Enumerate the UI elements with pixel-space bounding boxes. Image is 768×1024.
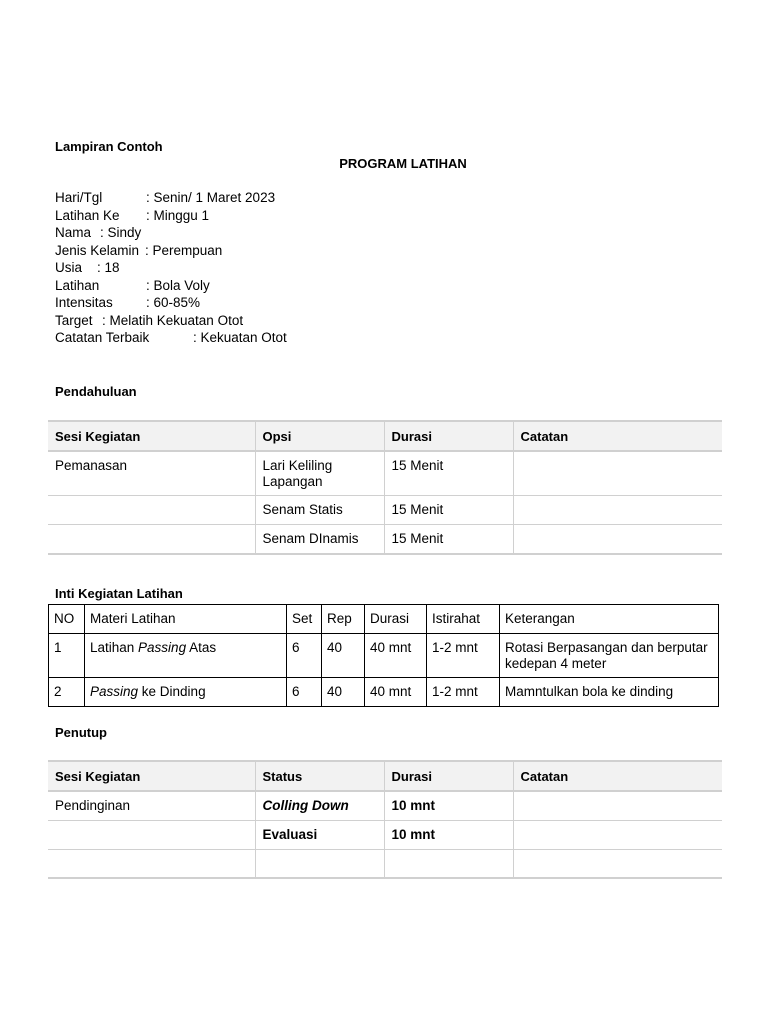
- table-cell: 40: [322, 678, 365, 707]
- table-cell: [513, 525, 722, 554]
- info-best-record: Catatan Terbaik : Kekuatan Otot: [55, 330, 287, 345]
- table-cell: [48, 849, 255, 878]
- info-date: Hari/Tgl : Senin/ 1 Maret 2023: [55, 190, 276, 205]
- column-header: Durasi: [365, 605, 427, 634]
- table-cell: [48, 820, 255, 849]
- table-cell: 40: [322, 634, 365, 678]
- table-row: [49, 678, 719, 707]
- table-cell: 40 mnt: [365, 678, 427, 707]
- info-intensity: Intensitas : 60-85%: [55, 295, 201, 310]
- table-cell: Colling Down: [255, 791, 384, 820]
- table-cell: 10 mnt: [384, 791, 513, 820]
- table-header-row: [48, 421, 722, 451]
- table-cell: [384, 849, 513, 878]
- info-training: Latihan : Bola Voly: [55, 278, 210, 293]
- table-cell: 10 mnt: [384, 820, 513, 849]
- section-title-penutup: Penutup: [55, 725, 107, 740]
- column-header: NO: [49, 605, 85, 634]
- attachment-label: Lampiran Contoh: [55, 139, 163, 154]
- table-row: [48, 451, 722, 496]
- document-title: PROGRAM LATIHAN: [339, 156, 467, 171]
- column-header: Durasi: [384, 761, 513, 791]
- table-cell: Passing ke Dinding: [85, 678, 287, 707]
- table-cell: 6: [287, 678, 322, 707]
- info-name: Nama : Sindy: [55, 225, 142, 240]
- column-header: Catatan: [513, 421, 722, 451]
- table-cell: Lari Keliling Lapangan: [255, 451, 384, 496]
- column-header: Opsi: [255, 421, 384, 451]
- table-cell: Pemanasan: [48, 451, 255, 496]
- table-cell: Pendinginan: [48, 791, 255, 820]
- info-age: Usia : 18: [55, 260, 120, 275]
- table-cell: Senam DInamis: [255, 525, 384, 554]
- table-row: [49, 634, 719, 678]
- table-row: [48, 820, 722, 849]
- table-cell: 15 Menit: [384, 525, 513, 554]
- table-row: [48, 791, 722, 820]
- inti-table: [48, 604, 719, 707]
- table-cell: [513, 496, 722, 525]
- table-row: [48, 849, 722, 878]
- column-header: Sesi Kegiatan: [48, 761, 255, 791]
- table-cell: 15 Menit: [384, 451, 513, 496]
- table-cell: [255, 849, 384, 878]
- column-header: Catatan: [513, 761, 722, 791]
- table-cell: [513, 820, 722, 849]
- table-cell: 6: [287, 634, 322, 678]
- table-cell: [513, 849, 722, 878]
- column-header: Materi Latihan: [85, 605, 287, 634]
- table-header-row: [48, 761, 722, 791]
- table-row: [48, 496, 722, 525]
- table-cell: [513, 791, 722, 820]
- table-cell: 2: [49, 678, 85, 707]
- column-header: Keterangan: [500, 605, 719, 634]
- table-cell: 1-2 mnt: [427, 634, 500, 678]
- penutup-table: [48, 760, 722, 879]
- table-cell: 15 Menit: [384, 496, 513, 525]
- table-cell: [513, 451, 722, 496]
- table-cell: 1: [49, 634, 85, 678]
- info-week: Latihan Ke : Minggu 1: [55, 208, 210, 223]
- info-target: Target : Melatih Kekuatan Otot: [55, 313, 244, 328]
- column-header: Durasi: [384, 421, 513, 451]
- table-cell: Senam Statis: [255, 496, 384, 525]
- table-cell: Evaluasi: [255, 820, 384, 849]
- table-cell: Rotasi Berpasangan dan berputar kedepan 4 meter: [500, 634, 719, 678]
- column-header: Istirahat: [427, 605, 500, 634]
- pendahuluan-table: [48, 420, 722, 555]
- section-title-pendahuluan: Pendahuluan: [55, 384, 137, 399]
- table-cell: [48, 496, 255, 525]
- table-cell: 1-2 mnt: [427, 678, 500, 707]
- table-cell: Mamntulkan bola ke dinding: [500, 678, 719, 707]
- table-header-row: [49, 605, 719, 634]
- table-cell: [48, 525, 255, 554]
- column-header: Rep: [322, 605, 365, 634]
- column-header: Status: [255, 761, 384, 791]
- column-header: Set: [287, 605, 322, 634]
- table-cell: 40 mnt: [365, 634, 427, 678]
- section-title-inti: Inti Kegiatan Latihan: [55, 586, 183, 601]
- table-cell: Latihan Passing Atas: [85, 634, 287, 678]
- info-gender: Jenis Kelamin : Perempuan: [55, 243, 223, 258]
- column-header: Sesi Kegiatan: [48, 421, 255, 451]
- table-row: [48, 525, 722, 554]
